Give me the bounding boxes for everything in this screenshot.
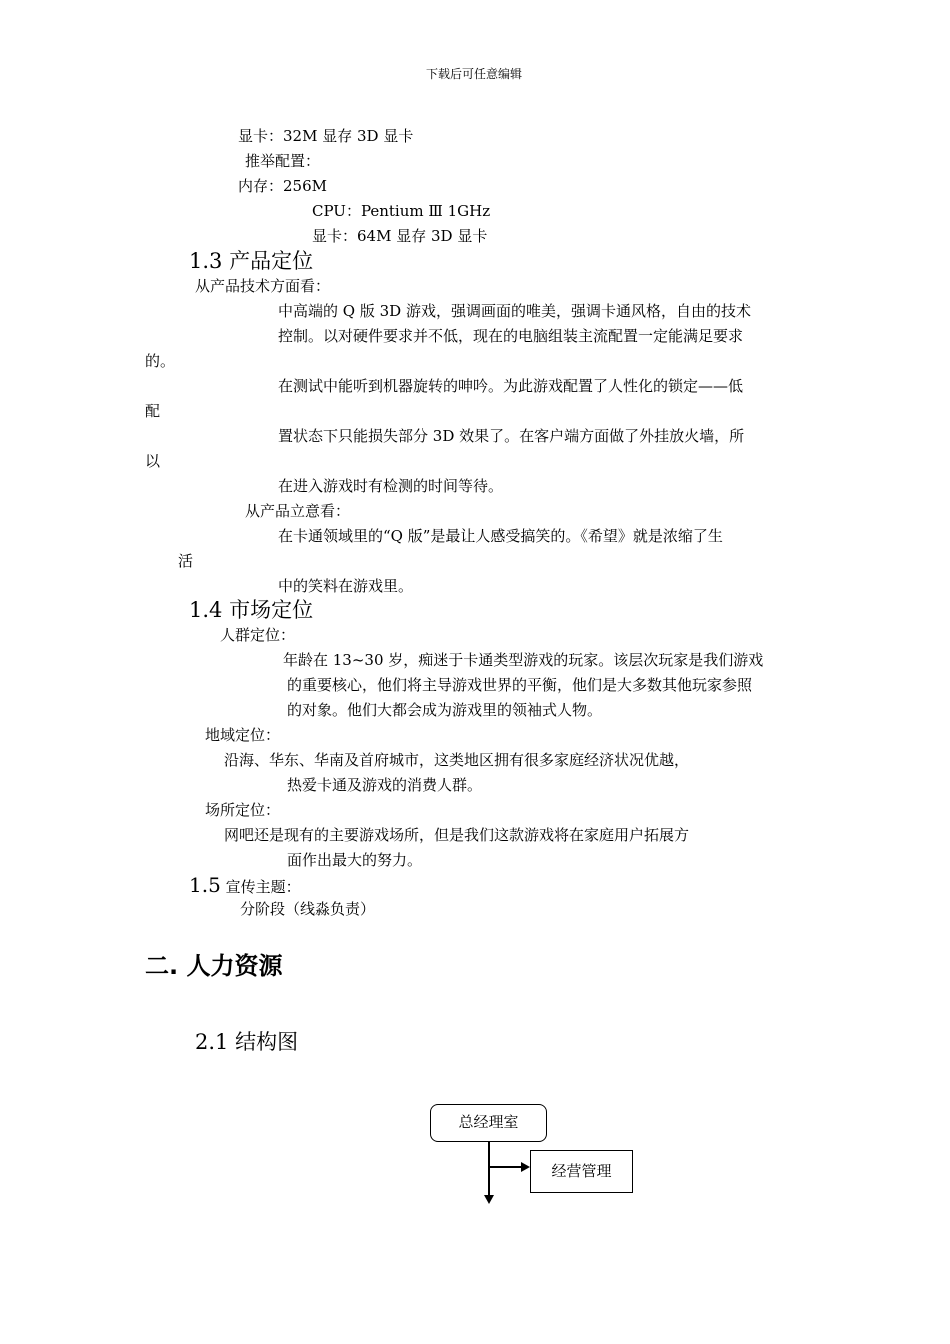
s13-para-line: 以	[145, 452, 161, 470]
section-2-1-title: 2.1 结构图	[195, 1030, 299, 1054]
section-1-5-title: 宣传主题：	[225, 878, 301, 896]
s13-para-line: 在卡通领域里的“Q 版”是最让人感受搞笑的。《希望》就是浓缩了生	[278, 527, 723, 545]
s13-para-line: 控制。以对硬件要求并不低，现在的电脑组装主流配置一定能满足要求	[278, 327, 744, 345]
spec-gpu-min: 显卡：32M 显存 3D 显卡	[238, 127, 414, 145]
s14-para-line: 热爱卡通及游戏的消费人群。	[287, 776, 483, 794]
s15-para-line: 分阶段（线淼负责）	[240, 900, 376, 918]
s14-para-line: 年龄在 13~30 岁，痴迷于卡通类型游戏的玩家。该层次玩家是我们游戏	[283, 651, 764, 669]
s14-para-line: 网吧还是现有的主要游戏场所，但是我们这款游戏将在家庭用户拓展方	[224, 826, 690, 844]
orgchart-arrow-down-icon	[484, 1195, 494, 1204]
spec-cpu: CPU：Pentium Ⅲ 1GHz	[312, 202, 491, 220]
s13-subheading-intent: 从产品立意看：	[245, 502, 351, 520]
s13-para-line: 中的笑料在游戏里。	[278, 577, 414, 595]
s13-para-line: 活	[178, 552, 194, 570]
section-1-5-number: 1.5	[189, 873, 221, 897]
s13-para-line: 在测试中能听到机器旋转的呻吟。为此游戏配置了人性化的锁定——低	[278, 377, 744, 395]
orgchart-arrow-right-icon	[521, 1162, 530, 1172]
spec-recommended-label: 推举配置：	[245, 152, 321, 170]
spec-gpu-recommended: 显卡：64M 显存 3D 显卡	[312, 227, 488, 245]
s14-subheading-venue: 场所定位：	[205, 801, 281, 819]
s14-subheading-region: 地域定位：	[205, 726, 281, 744]
s13-para-line: 在进入游戏时有检测的时间等待。	[278, 477, 504, 495]
orgchart-node-operations: 经营管理	[530, 1150, 633, 1193]
spec-memory: 内存：256M	[238, 177, 327, 195]
s14-para-line: 面作出最大的努力。	[287, 851, 423, 869]
orgchart-connector-horizontal	[488, 1166, 521, 1168]
s14-para-line: 的对象。他们大都会成为游戏里的领袖式人物。	[287, 701, 603, 719]
s13-subheading-tech: 从产品技术方面看：	[195, 277, 331, 295]
s13-para-line: 置状态下只能损失部分 3D 效果了。在客户端方面做了外挂放火墙，所	[278, 427, 745, 445]
s13-para-line: 配	[145, 402, 161, 420]
orgchart-node-general-manager: 总经理室	[430, 1104, 547, 1142]
s14-subheading-audience: 人群定位：	[220, 626, 296, 644]
s14-para-line: 的重要核心，他们将主导游戏世界的平衡，他们是大多数其他玩家参照	[287, 676, 753, 694]
s13-para-line: 中高端的 Q 版 3D 游戏，强调画面的唯美，强调卡通风格，自由的技术	[278, 302, 751, 320]
orgchart-connector-vertical	[488, 1142, 490, 1196]
section-1-3-title: 1.3 产品定位	[189, 249, 314, 273]
s13-para-line: 的。	[145, 352, 176, 370]
s14-para-line: 沿海、华东、华南及首府城市，这类地区拥有很多家庭经济状况优越，	[224, 751, 690, 769]
page-header-note: 下载后可任意编辑	[426, 67, 523, 81]
section-1-5-heading	[189, 873, 301, 897]
chapter-2-title: 二. 人力资源	[145, 952, 283, 980]
section-1-4-title: 1.4 市场定位	[189, 598, 314, 622]
